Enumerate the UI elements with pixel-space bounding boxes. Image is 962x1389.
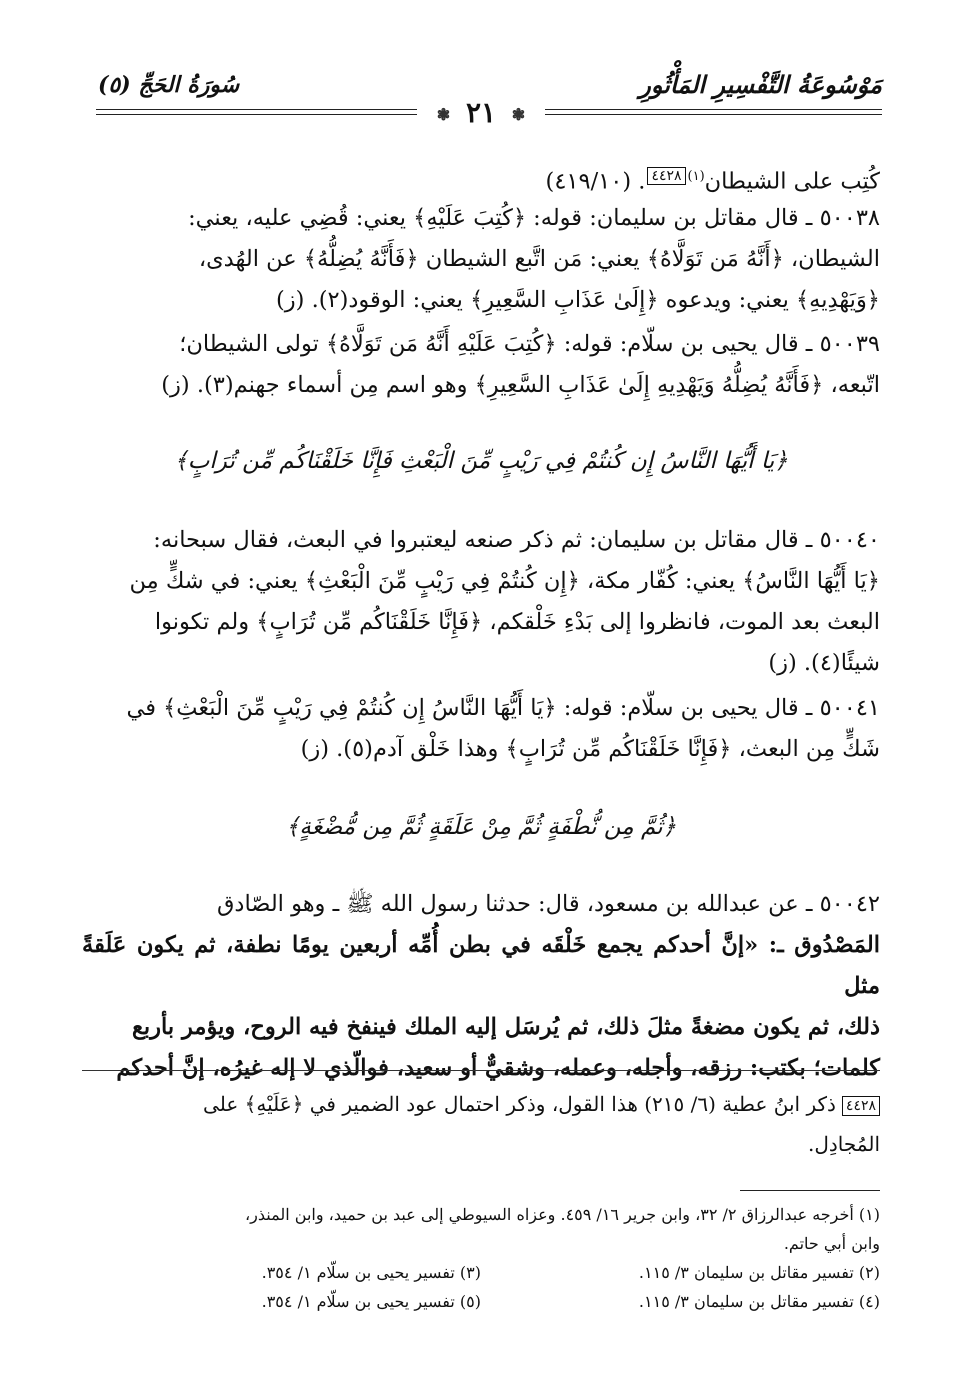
footnote-row bbox=[82, 1258, 880, 1287]
surah-label: سُورَةُ الحَجِّ (٥) bbox=[98, 72, 240, 98]
scholarly-note bbox=[82, 1084, 880, 1164]
entry-line: شيئًا(٤). (ز) bbox=[768, 650, 880, 676]
entry-50042 bbox=[82, 884, 880, 1089]
entry-50038 bbox=[82, 198, 880, 321]
footnote-1: (١) أخرجه عبدالرزاق ٢/ ٣٢، وابن جرير ١٦/ ٤٥٩. وعزاه السيوطي إلى عبد بن حميد، وابن المنذر، bbox=[245, 1205, 880, 1224]
entry-line: شَكٍّ مِن البعث، ﴿فَإِنَّا خَلَقْنَاكُم مِّن تُرَابٍ﴾ وهذا خَلْق آدم(٥). (ز) bbox=[300, 736, 880, 762]
page-number-badge bbox=[417, 96, 545, 129]
entry-50041 bbox=[82, 688, 880, 770]
entry-line: ٥٠٠٣٩ ـ قال يحيى بن سلّام: قوله: ﴿كُتِبَ عَلَيْهِ أَنَّهُ مَن تَوَلَّاهُ﴾ تولى الشيطان؛ bbox=[179, 331, 880, 357]
note-box-label: ٤٤٢٨ bbox=[842, 1096, 880, 1116]
footnote-1-cont: وابن أبي حاتم. bbox=[783, 1234, 880, 1253]
section-divider bbox=[82, 1070, 880, 1071]
entry-line: ﴿وَيَهْدِيهِ﴾ يعني: ويدعوه ﴿إِلَىٰ عَذَابِ السَّعِيرِ﴾ يعني: الوقود(٢). (ز) bbox=[276, 287, 880, 313]
entry-line: البعث بعد الموت، فانظروا إلى بَدْءِ خَلْقكم، ﴿فَإِنَّا خَلَقْنَاكُم مِّن تُرَابٍ﴾ ولم تكونوا bbox=[154, 609, 880, 635]
entry-line: اتّبعه، ﴿فَأَنَّهُ يُضِلُّهُ وَيَهْدِيهِ إِلَىٰ عَذَابِ السَّعِيرِ﴾ وهو اسم مِن أسماء جهنم(٣). (ز) bbox=[161, 372, 880, 398]
entry-line: ٥٠٠٤٠ ـ قال مقاتل بن سليمان: ثم ذكر صنعه ليعتبروا في البعث، فقال سبحانه: bbox=[153, 527, 880, 553]
entry-line: المَصْدُوق ـ: «إنَّ أحدكم يجمع خَلْقَه في بطن أُمِّه أربعين يومًا نطفة، ثم يكون عَلَقةً مثل bbox=[82, 932, 880, 999]
volume-ref: . (٤١٩/١٠) bbox=[545, 168, 646, 195]
intro-line bbox=[82, 156, 880, 203]
page-number: ٢١ bbox=[465, 96, 497, 129]
note-box-ref: ٤٤٢٨ bbox=[647, 167, 685, 185]
entry-50040 bbox=[82, 520, 880, 684]
ornament-icon: ❃ bbox=[511, 105, 526, 124]
entry-line: ٥٠٠٣٨ ـ قال مقاتل بن سليمان: قوله: ﴿كُتِبَ عَلَيْهِ﴾ يعني: قُضِي عليه، يعني: bbox=[188, 205, 880, 231]
note-line: ذكر ابنُ عطية (٦/ ٢١٥) هذا القول، وذكر احتمال عود الضمير في ﴿عَلَيْهِ﴾ على bbox=[203, 1092, 836, 1116]
book-title: مَوْسُوعَةُ التَّفْسِيرِ المَأْثُورِ bbox=[639, 70, 882, 99]
ornament-icon: ❃ bbox=[436, 105, 451, 124]
entry-line: ﴿يَا أَيُّهَا النَّاسُ﴾ يعني: كُفّار مكة، ﴿إِن كُنتُمْ فِي رَيْبٍ مِّنَ الْبَعْثِ﴾ يعني: في شكٍّ مِن bbox=[129, 568, 880, 594]
footnote-row bbox=[82, 1287, 880, 1316]
entry-line: كلمات؛ بكتب: رزقه، وأجله، وعمله، وشقيٌّ أو سعيد، فوالّذي لا إله غيرُه، إنَّ أحدكم bbox=[116, 1055, 880, 1081]
entry-line: ٥٠٠٤٢ ـ عن عبدالله بن مسعود، قال: حدثنا رسول الله ﷺ ـ وهو الصّادق bbox=[216, 891, 880, 917]
footnotes-divider bbox=[740, 1190, 880, 1191]
entry-line: ذلك، ثم يكون مضغةً مثلَ ذلك، ثم يُرسَل إليه الملك فينفخ فيه الروح، ويؤمر بأربع bbox=[131, 1014, 880, 1040]
page-number-row bbox=[0, 96, 962, 129]
footnote-5: (٥) تفسير يحيى بن سلّام ١/ ٣٥٤. bbox=[261, 1292, 481, 1311]
footnote-4: (٤) تفسير مقاتل بن سليمان ٣/ ١١٥. bbox=[638, 1292, 880, 1311]
note-line: المُجادِل. bbox=[807, 1132, 880, 1156]
quran-verse: ﴿يَا أَيُّهَا النَّاسُ إِن كُنتُمْ فِي رَيْبٍ مِّنَ الْبَعْثِ فَإِنَّا خَلَقْنَاكُم مِّن تُرَابٍ﴾ bbox=[174, 448, 788, 474]
footnote-2: (٢) تفسير مقاتل بن سليمان ٣/ ١١٥. bbox=[638, 1263, 880, 1282]
entry-50039 bbox=[82, 324, 880, 406]
entry-line: ٥٠٠٤١ ـ قال يحيى بن سلّام: قوله: ﴿يَا أَيُّهَا النَّاسُ إِن كُنتُمْ فِي رَيْبٍ مِّنَ الْبَعْثِ﴾ في bbox=[126, 695, 880, 721]
entry-line: الشيطان، ﴿أَنَّهُ مَن تَوَلَّاهُ﴾ يعني: مَن اتَّبع الشيطان ﴿فَأَنَّهُ يُضِلُّهُ﴾ عن الهُدى، bbox=[198, 246, 880, 272]
quran-verse: ﴿ثُمَّ مِن نُّطْفَةٍ ثُمَّ مِنْ عَلَقَةٍ ثُمَّ مِن مُّضْغَةٍ﴾ bbox=[285, 814, 677, 840]
footnotes bbox=[82, 1200, 880, 1316]
footnote-ref: (١) bbox=[687, 169, 705, 184]
footnote-3: (٣) تفسير يحيى بن سلّام ١/ ٣٥٤. bbox=[261, 1263, 481, 1282]
intro-text: كُتِب على الشيطان bbox=[704, 168, 880, 195]
